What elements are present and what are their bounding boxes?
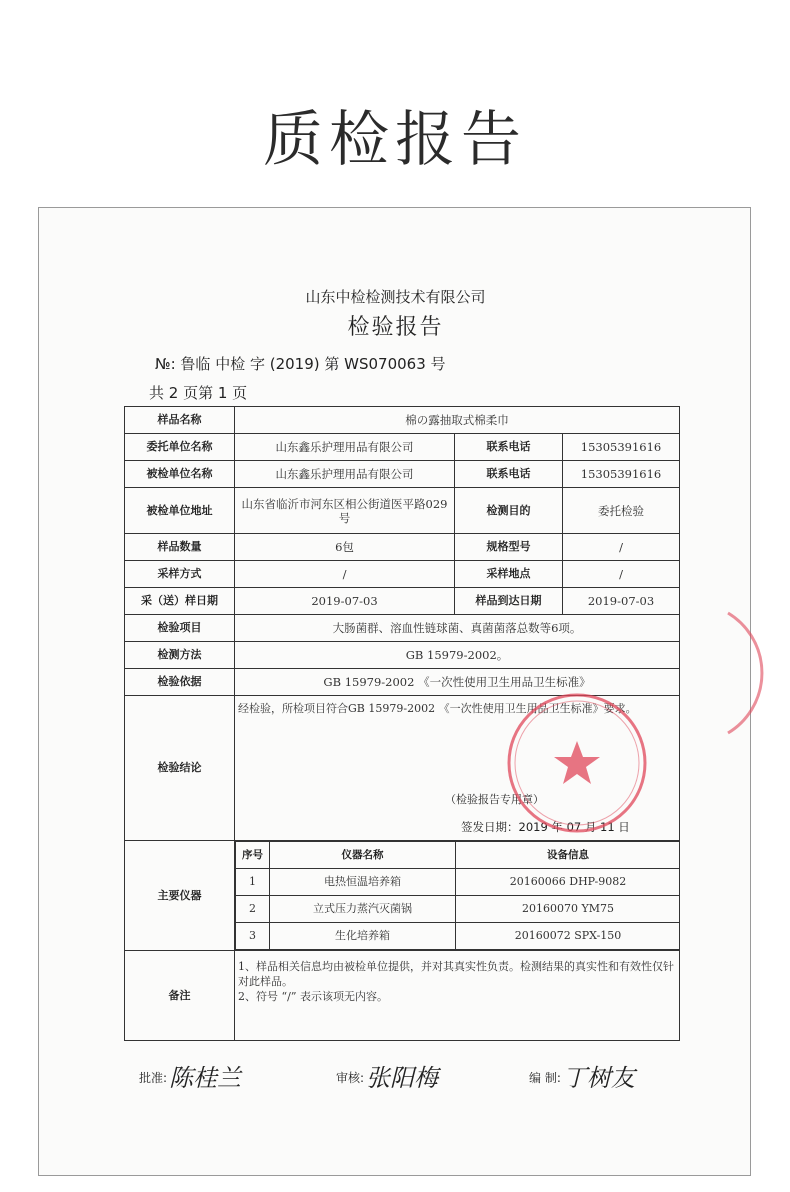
- value-sample-name: 棉の露抽取式棉柔巾: [235, 407, 680, 434]
- instr-header-no: 序号: [236, 842, 270, 869]
- instr-info: 20160066 DHP-9082: [456, 869, 680, 896]
- table-row: [236, 896, 680, 923]
- value-sampling: /: [235, 561, 455, 588]
- row-sampling: [125, 561, 680, 588]
- label-quantity: 样品数量: [125, 534, 235, 561]
- row-inspected: [125, 461, 680, 488]
- instr-no: 2: [236, 896, 270, 923]
- label-sample-date: 采（送）样日期: [125, 588, 235, 615]
- edit-name: 丁树友: [562, 1064, 635, 1092]
- row-method: [125, 642, 680, 669]
- value-method: GB 15979-2002。: [235, 642, 680, 669]
- label-client: 委托单位名称: [125, 434, 235, 461]
- value-basis: GB 15979-2002 《一次性使用卫生用品卫生标准》: [235, 669, 680, 696]
- value-spec: /: [563, 534, 680, 561]
- label-items: 检验项目: [125, 615, 235, 642]
- label-conclusion: 检验结论: [125, 696, 235, 841]
- issue-date: 签发日期：2019 年 07 月 11 日: [461, 820, 630, 834]
- report-document: [38, 207, 751, 1176]
- label-method: 检测方法: [125, 642, 235, 669]
- instr-info: 20160072 SPX-150: [456, 923, 680, 950]
- seal-stamp: [505, 691, 650, 836]
- table-row: [236, 923, 680, 950]
- row-client: [125, 434, 680, 461]
- label-client-phone: 联系电话: [455, 434, 563, 461]
- value-client: 山东鑫乐护理用品有限公司: [235, 434, 455, 461]
- approve-name: 陈桂兰: [169, 1064, 242, 1092]
- label-sampling-place: 采样地点: [455, 561, 563, 588]
- instr-name: 电热恒温培养箱: [270, 869, 456, 896]
- approve-label: 批准:: [139, 1071, 168, 1085]
- label-arrival-date: 样品到达日期: [455, 588, 563, 615]
- label-spec: 规格型号: [455, 534, 563, 561]
- page-title: 质检报告: [263, 105, 527, 175]
- label-sample-name: 样品名称: [125, 407, 235, 434]
- seal-stamp-edge: [723, 608, 783, 738]
- instruments-table: [235, 841, 680, 950]
- value-address: 山东省临沂市河东区相公街道医平路029号: [235, 488, 455, 534]
- label-inspected: 被检单位名称: [125, 461, 235, 488]
- company-name: 山东中检检测技术有限公司: [305, 288, 486, 306]
- label-basis: 检验依据: [125, 669, 235, 696]
- label-address: 被检单位地址: [125, 488, 235, 534]
- note-line-2: 2、符号 “/” 表示该项无内容。: [238, 990, 388, 1003]
- notes-cell: [235, 951, 680, 1041]
- instr-name: 立式压力蒸汽灭菌锅: [270, 896, 456, 923]
- report-number: №: 鲁临 中检 字 (2019) 第 WS070063 号: [155, 355, 446, 373]
- instruments-cell: [235, 841, 680, 951]
- instr-name: 生化培养箱: [270, 923, 456, 950]
- table-row: [236, 869, 680, 896]
- label-purpose: 检测目的: [455, 488, 563, 534]
- value-sampling-place: /: [563, 561, 680, 588]
- label-instruments: 主要仪器: [125, 841, 235, 951]
- row-notes: [125, 951, 680, 1041]
- value-client-phone: 15305391616: [563, 434, 680, 461]
- label-sampling: 采样方式: [125, 561, 235, 588]
- report-title: 检验报告: [347, 315, 444, 340]
- value-quantity: 6包: [235, 534, 455, 561]
- approve-signature: [139, 1058, 241, 1093]
- conclusion-text: 经检验，所检项目符合GB 15979-2002 《一次性使用卫生用品卫生标准》要求。: [238, 702, 637, 715]
- note-line-1: 1、样品相关信息均由被检单位提供，并对其真实性负责。检测结果的真实性和有效性仅针对此样品。: [238, 960, 674, 988]
- seal-label: （检验报告专用章）: [445, 793, 544, 806]
- instr-info: 20160070 YM75: [456, 896, 680, 923]
- row-instruments: [125, 841, 680, 951]
- value-items: 大肠菌群、溶血性链球菌、真菌菌落总数等6项。: [235, 615, 680, 642]
- row-sample-name: [125, 407, 680, 434]
- label-inspected-phone: 联系电话: [455, 461, 563, 488]
- value-inspected-phone: 15305391616: [563, 461, 680, 488]
- value-arrival-date: 2019-07-03: [563, 588, 680, 615]
- edit-signature: [529, 1058, 635, 1093]
- value-purpose: 委托检验: [563, 488, 680, 534]
- page-info: 共 2 页第 1 页: [149, 384, 248, 402]
- edit-label: 编 制:: [529, 1071, 561, 1085]
- review-signature: [336, 1058, 438, 1093]
- review-name: 张阳梅: [366, 1064, 439, 1092]
- instruments-header: [236, 842, 680, 869]
- instr-header-name: 仪器名称: [270, 842, 456, 869]
- instr-no: 1: [236, 869, 270, 896]
- label-notes: 备注: [125, 951, 235, 1041]
- instr-header-info: 设备信息: [456, 842, 680, 869]
- instr-no: 3: [236, 923, 270, 950]
- value-sample-date: 2019-07-03: [235, 588, 455, 615]
- row-quantity: [125, 534, 680, 561]
- review-label: 审核:: [336, 1071, 365, 1085]
- row-items: [125, 615, 680, 642]
- row-dates: [125, 588, 680, 615]
- value-inspected: 山东鑫乐护理用品有限公司: [235, 461, 455, 488]
- row-address: [125, 488, 680, 534]
